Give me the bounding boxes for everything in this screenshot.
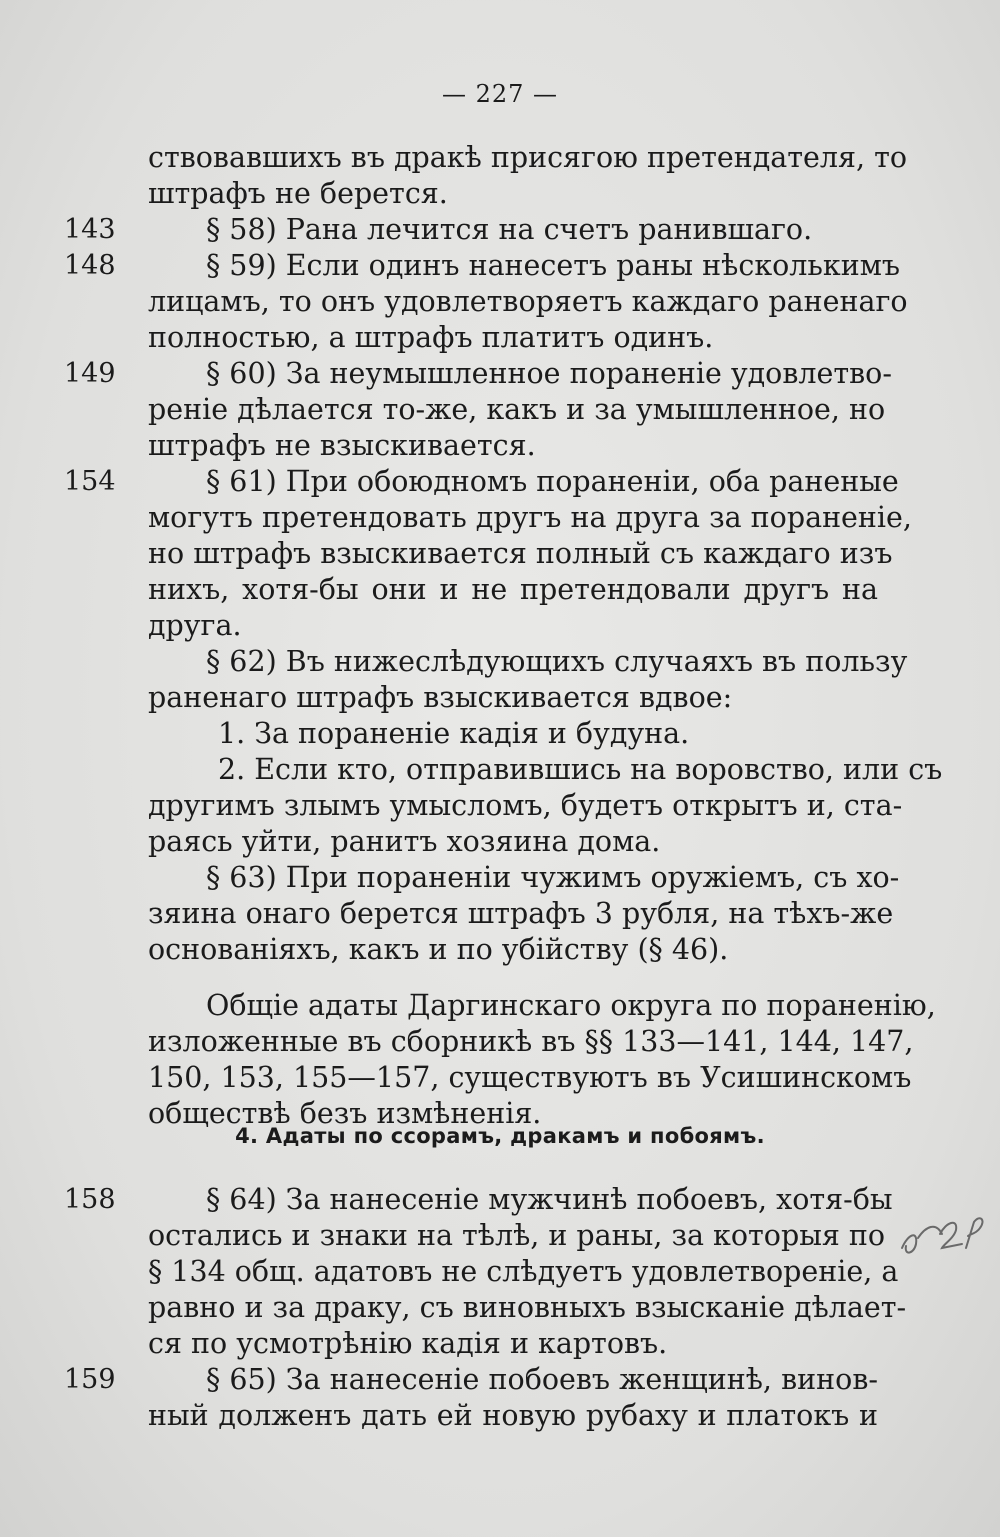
text-line: другимъ злымъ умысломъ, будетъ открытъ и, ста- — [148, 789, 903, 822]
text-line: зяина онаго берется штрафъ 3 рубля, на тѣхъ-же — [148, 897, 894, 930]
text-line: § 58) Рана лечится на счетъ ранившаго. — [206, 213, 813, 246]
text-line: равно и за драку, съ виновныхъ взысканіе дѣлает- — [148, 1291, 907, 1324]
text-line: § 59) Если одинъ нанесетъ раны нѣсколькимъ — [206, 249, 901, 282]
text-line: обществѣ безъ измѣненія. — [148, 1097, 542, 1130]
text-line: штрафъ не взыскивается. — [148, 429, 536, 462]
text-line: § 62) Въ нижеслѣдующихъ случаяхъ въ пользу — [206, 645, 908, 678]
margin-number: 159 — [64, 1364, 116, 1395]
text-line: ствовавшихъ въ дракѣ присягою претендателя, то — [148, 141, 908, 174]
text-line: полностью, а штрафъ платитъ одинъ. — [148, 321, 714, 354]
text-line: штрафъ не берется. — [148, 177, 448, 210]
handwritten-annotation — [896, 1204, 990, 1264]
text-line: 150, 153, 155—157, существуютъ въ Усишинскомъ — [148, 1061, 912, 1094]
text-line: реніе дѣлается то-же, какъ и за умышленное, но — [148, 393, 886, 426]
text-line: остались и знаки на тѣлѣ, и раны, за которыя по — [148, 1219, 886, 1252]
page-number: — 227 — — [441, 80, 559, 108]
text-line: § 60) За неумышленное пораненіе удовлетво- — [206, 357, 892, 390]
text-line: раясь уйти, ранитъ хозяина дома. — [148, 825, 661, 858]
margin-number: 148 — [64, 250, 116, 281]
margin-number: 158 — [64, 1184, 116, 1215]
text-line: § 61) При обоюдномъ пораненіи, оба раненые — [206, 465, 899, 498]
text-line: но штрафъ взыскивается полный съ каждаго изъ — [148, 537, 893, 570]
text-line: 2. Если кто, отправившись на воровство, или съ — [218, 753, 943, 786]
text-line: ный долженъ дать ей новую рубаху и платокъ и — [148, 1399, 878, 1432]
margin-number: 143 — [64, 214, 116, 245]
text-line: раненаго штрафъ взыскивается вдвое: — [148, 681, 733, 714]
margin-number: 154 — [64, 466, 116, 497]
text-line: 1. За пораненіе кадія и будуна. — [218, 717, 690, 750]
text-line: ся по усмотрѣнію кадія и картовъ. — [148, 1327, 668, 1360]
text-line: § 64) За нанесеніе мужчинѣ побоевъ, хотя-бы — [206, 1183, 893, 1216]
text-line: Общіе адаты Даргинскаго округа по пораненію, — [206, 989, 936, 1022]
text-line: § 63) При пораненіи чужимъ оружіемъ, съ хо- — [206, 861, 900, 894]
text-line: лицамъ, то онъ удовлетворяетъ каждаго раненаго — [148, 285, 908, 318]
text-line: нихъ, хотя-бы они и не претендовали другъ на — [148, 573, 878, 606]
section-heading: 4. Адаты по ссорамъ, дракамъ и побоямъ. — [235, 1124, 765, 1148]
margin-number: 149 — [64, 358, 116, 389]
text-line: § 134 общ. адатовъ не слѣдуетъ удовлетвореніе, а — [148, 1255, 899, 1288]
text-line: могутъ претендовать другъ на друга за пораненіе, — [148, 501, 912, 534]
text-line: изложенные въ сборникѣ въ §§ 133—141, 144, 147, — [148, 1025, 914, 1058]
text-line: друга. — [148, 609, 242, 642]
text-line: § 65) За нанесеніе побоевъ женщинѣ, винов- — [206, 1363, 878, 1396]
text-line: основаніяхъ, какъ и по убійству (§ 46). — [148, 933, 729, 966]
